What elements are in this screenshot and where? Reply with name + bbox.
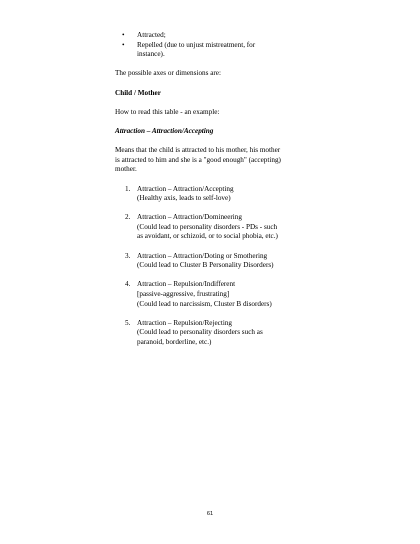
page-content: [115, 31, 315, 357]
bullet-item: [115, 41, 315, 60]
bullet-text: Repelled (due to unjust mistreatment, for: [137, 40, 256, 49]
list-item: [115, 252, 315, 271]
item-detail: (Could lead to Cluster B Personality Disorders): [137, 261, 274, 270]
explanation-line: mother.: [115, 165, 137, 174]
list-item: [115, 280, 315, 309]
item-detail: (Could lead to personality disorders - PDs - such: [137, 222, 278, 231]
list-item: [115, 185, 315, 204]
bullet-item: [115, 31, 315, 41]
explanation-line: Means that the child is attracted to his mother, his mother: [115, 146, 281, 155]
bullet-text: Attracted;: [137, 31, 166, 39]
bullet-icon: •: [122, 40, 125, 49]
item-title: Attraction – Attraction/Doting or Smothering: [137, 251, 268, 260]
bullet-text-continuation: instance).: [137, 50, 165, 59]
section-heading: Child / Mother: [115, 88, 161, 97]
item-detail: as avoidant, or schizoid, or to social phobia, etc.): [137, 232, 278, 241]
numbered-list: [115, 185, 315, 348]
item-detail: (Could lead to personality disorders such as: [137, 328, 263, 337]
item-number: 5.: [125, 318, 131, 327]
bullet-list: [115, 31, 315, 60]
item-number: 4.: [125, 280, 131, 289]
bullet-icon: •: [122, 31, 125, 39]
example-title: Attraction – Attraction/Accepting: [115, 126, 214, 135]
item-detail: paranoid, borderline, etc.): [137, 338, 212, 346]
item-title: Attraction – Repulsion/Rejecting: [137, 318, 233, 327]
item-title: Attraction – Repulsion/Indifferent: [137, 280, 236, 289]
item-number: 3.: [125, 251, 131, 260]
item-title: Attraction – Attraction/Accepting: [137, 184, 234, 193]
example-explanation: [115, 146, 315, 175]
item-number: 2.: [125, 213, 131, 222]
page-number: 61: [206, 511, 214, 517]
list-item: [115, 319, 315, 348]
axes-intro: The possible axes or dimensions are:: [115, 69, 221, 78]
list-item: [115, 213, 315, 242]
explanation-line: is attracted to him and she is a "good enough" (accepting): [115, 155, 281, 164]
item-detail: (Healthy axis, leads to self-love): [137, 194, 231, 203]
item-detail: [passive-aggressive, frustrating]: [137, 290, 230, 299]
item-number: 1.: [125, 184, 131, 193]
item-title: Attraction – Attraction/Domineering: [137, 213, 242, 222]
how-to-read: How to read this table - an example:: [115, 107, 220, 116]
item-detail: (Could lead to narcissism, Cluster B disorders): [137, 299, 272, 308]
